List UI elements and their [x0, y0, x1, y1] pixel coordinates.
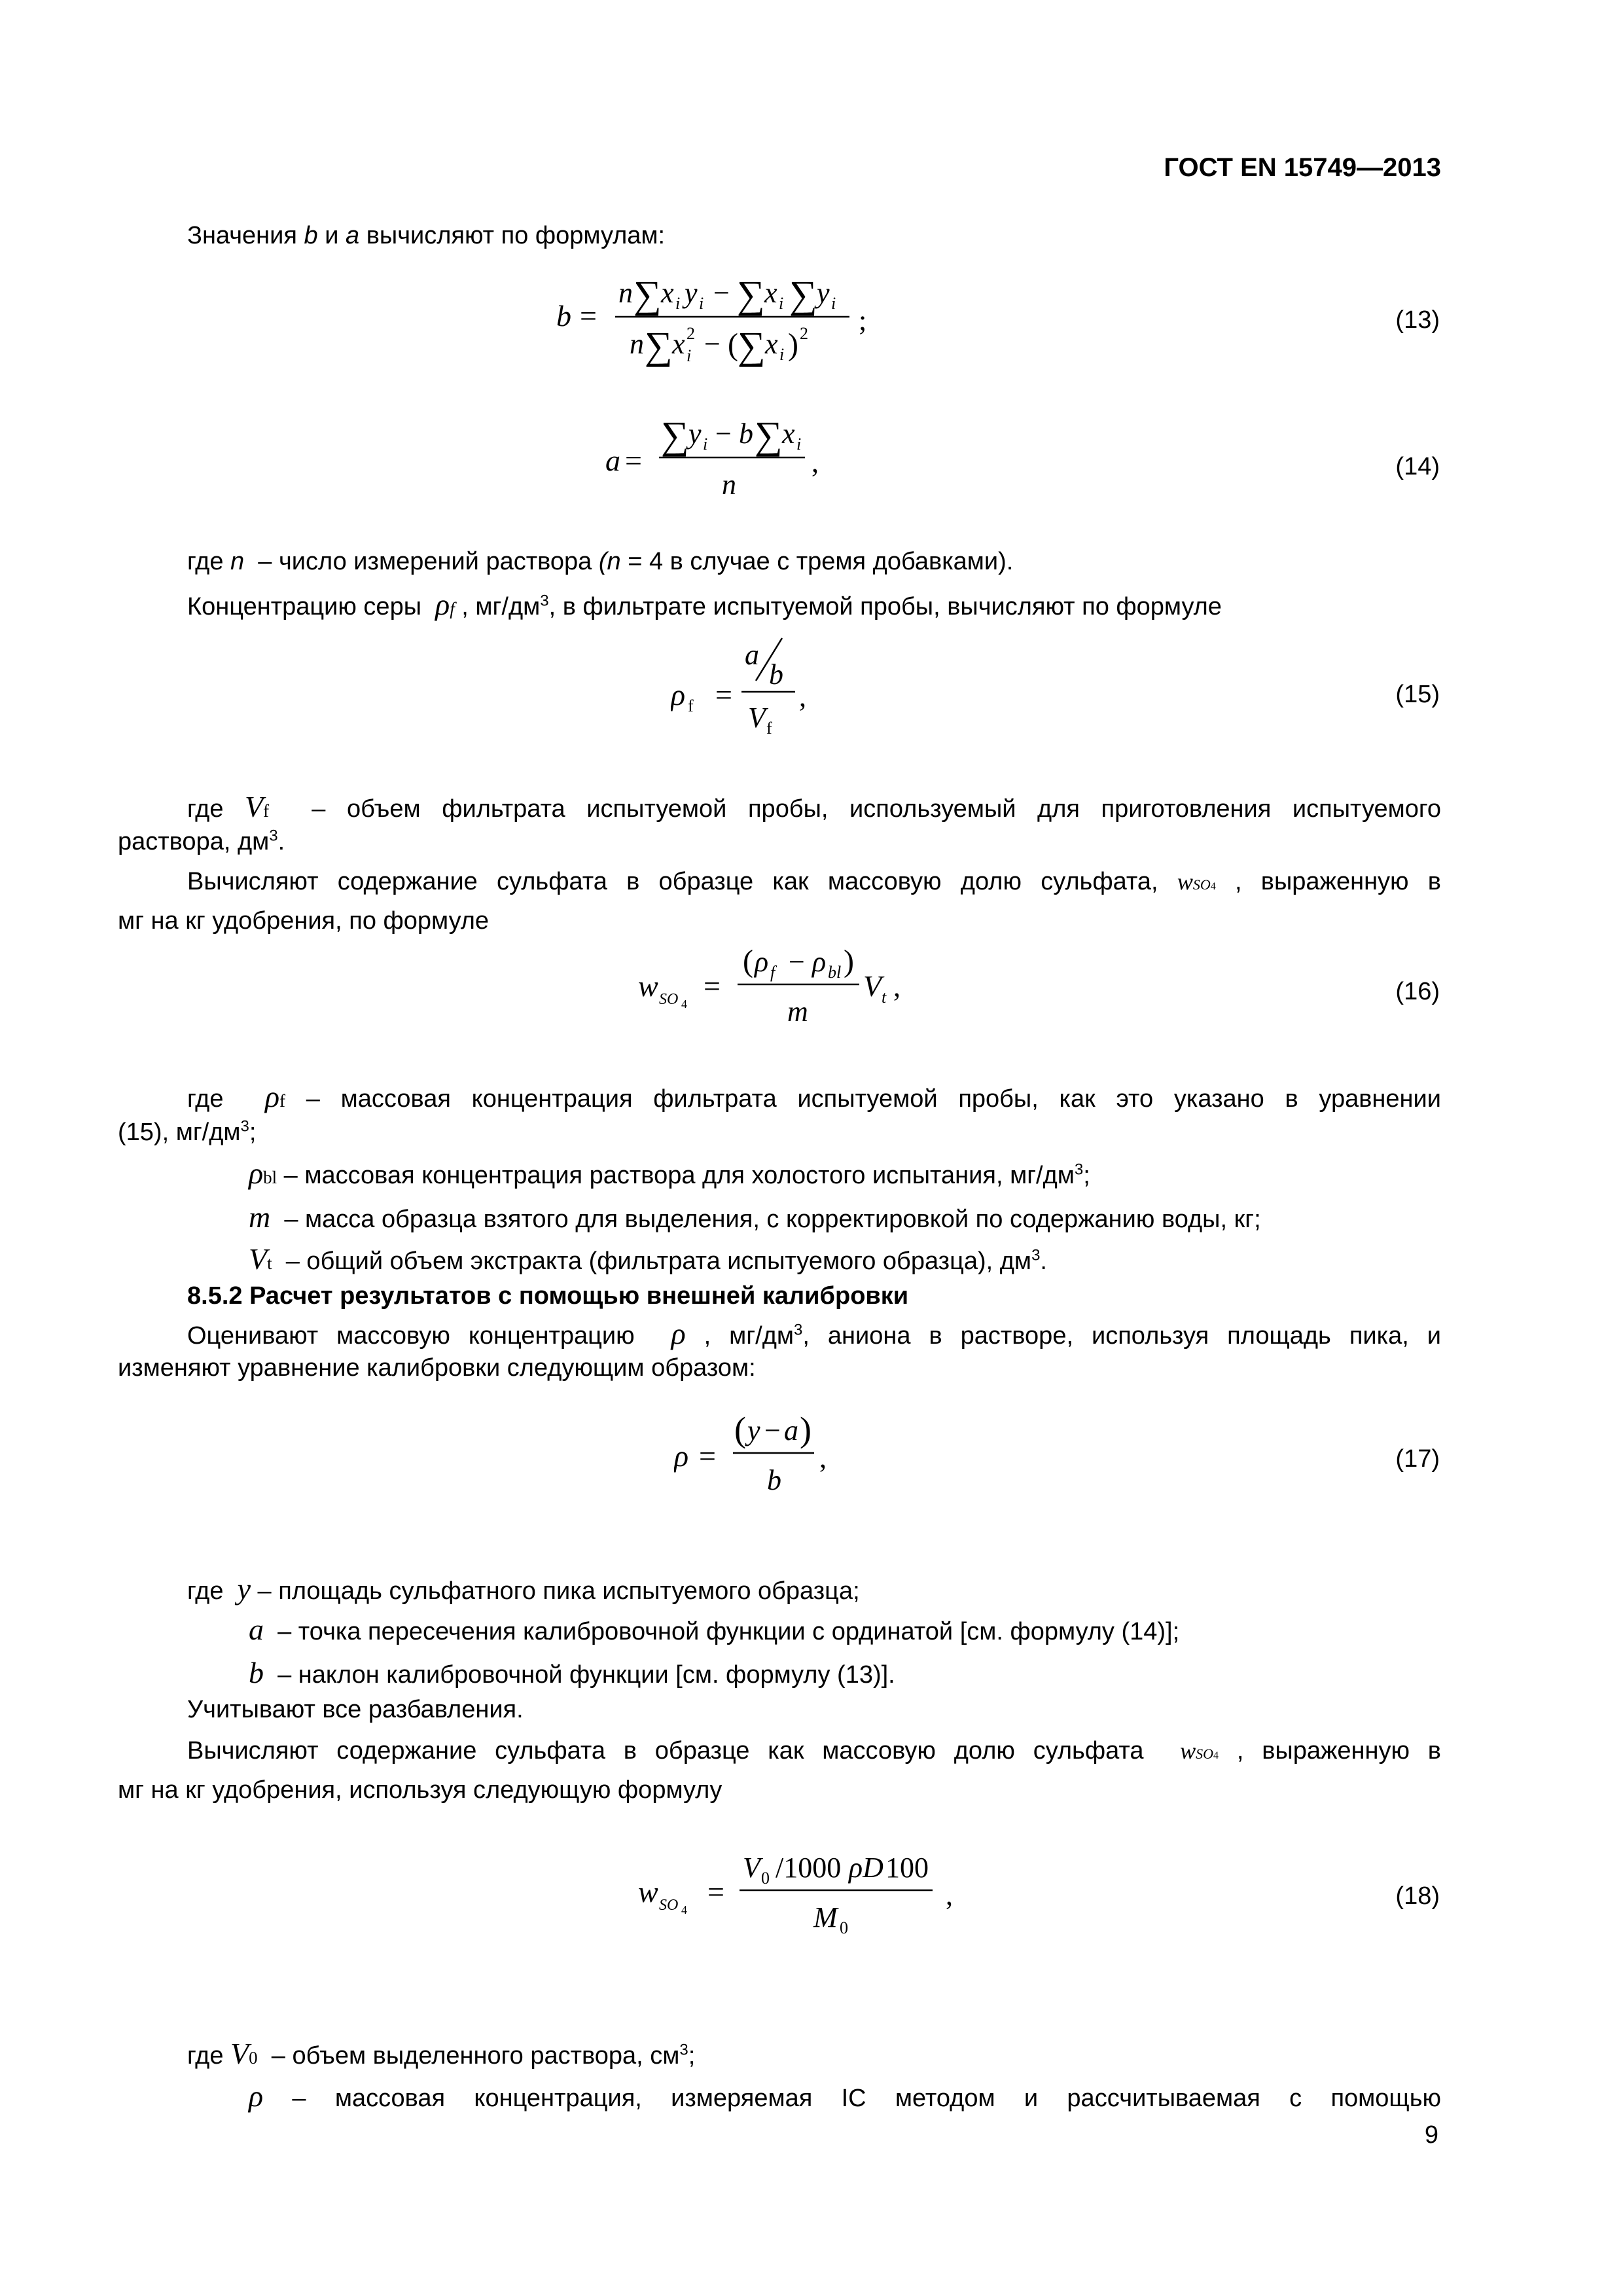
- svg-text:b: b: [767, 1464, 781, 1496]
- estimate-text-2: изменяют уравнение калибровки следующим образом:: [118, 1354, 756, 1382]
- def-rho-bl-text: ρbl – массовая концентрация раствора для холостого испытания, $мг/дм^3$;: [249, 1157, 1090, 1190]
- equation-number-13: (13): [1395, 306, 1440, 334]
- equation-number-14: (14): [1395, 453, 1440, 480]
- svg-text:b: b: [739, 418, 753, 450]
- def-vt-text: Vt – общий объем экстракта (фильтрата испытуемого образца), $дм^3$.: [249, 1242, 1047, 1276]
- svg-text:f: f: [770, 963, 776, 982]
- def-rho-line: [249, 2078, 1441, 2114]
- where-rho-f-text-2: (15), $мг/дм^3$;: [118, 1117, 257, 1146]
- where-rho-f-text-1: где ρf – массовая концентрация фильтрата испытуемой пробы, как это указано в уравнении: [187, 1080, 1441, 1113]
- def-b-line: [249, 1655, 895, 1691]
- svg-text:): ): [788, 327, 798, 362]
- svg-text:∑: ∑: [661, 414, 689, 457]
- svg-text:ρ: ρ: [671, 678, 686, 711]
- where-y-text: где y – площадь сульфатного пика испытуемого образца;: [187, 1572, 860, 1605]
- svg-text:2: 2: [687, 324, 695, 343]
- svg-text:x: x: [764, 277, 777, 309]
- svg-text:y: y: [817, 277, 830, 309]
- svg-text:b: b: [556, 299, 571, 332]
- svg-text:a: a: [605, 444, 620, 477]
- svg-text:=: =: [707, 1875, 724, 1909]
- svg-text:∑: ∑: [633, 273, 662, 316]
- svg-text:i: i: [796, 435, 802, 454]
- svg-text:i: i: [675, 294, 681, 313]
- svg-text:w: w: [638, 969, 658, 1003]
- def-a-line: [249, 1611, 1179, 1647]
- calc-sulfate2-line-2: [118, 1776, 722, 1806]
- section-heading: 8.5.2 Расчет результатов с помощью внешней калибровки: [187, 1282, 909, 1310]
- calc-sulfate2-text-1: Вычисляют содержание сульфата в образце как массовую долю сульфата wSO4 , выраженную в: [187, 1737, 1441, 1765]
- where-n-text: где n – число измерений раствора (n = 4 в случае с тремя добавками).: [187, 548, 1014, 575]
- svg-text:ρ: ρ: [812, 946, 827, 978]
- where-vf-line-2: [118, 827, 285, 857]
- svg-text:n: n: [630, 328, 644, 360]
- svg-text:n: n: [722, 469, 736, 501]
- svg-text:−: −: [715, 418, 732, 450]
- svg-text:∑: ∑: [755, 414, 783, 457]
- svg-text:,: ,: [799, 681, 806, 713]
- svg-text:ρ: ρ: [755, 946, 769, 978]
- svg-text:n: n: [618, 277, 633, 309]
- svg-text:V: V: [748, 702, 766, 734]
- svg-text:w: w: [638, 1875, 658, 1909]
- svg-text:V: V: [743, 1852, 760, 1884]
- def-b-text: b – наклон калибровочной функции [см. формулу (13)].: [249, 1656, 895, 1689]
- svg-text:): ): [844, 944, 854, 978]
- svg-text:bl: bl: [828, 963, 842, 982]
- svg-text:b: b: [769, 658, 783, 691]
- svg-text:=: =: [580, 299, 597, 332]
- svg-text:a: a: [745, 639, 759, 671]
- svg-text:i: i: [779, 294, 784, 313]
- calc-sulfate-line-2: [118, 906, 489, 937]
- dilutions-line: Учитывают все разбавления.: [187, 1696, 524, 1723]
- svg-text:∑: ∑: [789, 273, 817, 316]
- where-vf-line-1: [187, 789, 1441, 825]
- svg-text:0: 0: [761, 1869, 770, 1888]
- formula-14: [605, 409, 880, 514]
- where-n-line: [187, 547, 1013, 577]
- svg-text:=: =: [715, 678, 732, 711]
- page-number: 9: [1424, 2121, 1438, 2149]
- where-v0-line: [187, 2036, 695, 2072]
- svg-text:i: i: [699, 294, 704, 313]
- svg-text:ρ: ρ: [674, 1439, 689, 1473]
- svg-text:x: x: [782, 418, 795, 450]
- svg-text:(: (: [734, 1410, 746, 1449]
- svg-text:f: f: [766, 719, 772, 738]
- calc-sulfate2-line-1: [187, 1736, 1441, 1767]
- intro-line: [187, 221, 665, 251]
- svg-text:i: i: [831, 294, 836, 313]
- svg-text:,: ,: [946, 1879, 953, 1911]
- equation-number-18: (18): [1395, 1882, 1440, 1910]
- svg-text:x: x: [765, 328, 778, 360]
- svg-text:f: f: [688, 696, 694, 715]
- def-rho-text: ρ – массовая концентрация, измеряемая IC методом и рассчитываемая с помощью: [249, 2079, 1441, 2113]
- where-vf-text-2: раствора, $дм^3$.: [118, 827, 285, 855]
- svg-text:,: ,: [819, 1442, 827, 1474]
- svg-text:0: 0: [840, 1918, 848, 1937]
- calc-sulfate-line-1: [187, 867, 1441, 897]
- svg-text:i: i: [703, 435, 708, 454]
- svg-text:x: x: [661, 277, 674, 309]
- svg-text:ρD: ρD: [849, 1852, 883, 1884]
- svg-text:2: 2: [800, 324, 808, 343]
- svg-text:x: x: [672, 328, 685, 360]
- conc-sulfur-text: Концентрацию серы ρf , $мг/дм^3$, в фильтрате испытуемой пробы, вычисляют по формуле: [187, 588, 1222, 621]
- def-vt-line: [249, 1241, 1047, 1277]
- formula-15: [671, 632, 880, 749]
- svg-text:,: ,: [893, 971, 901, 1003]
- svg-text:i: i: [779, 345, 785, 364]
- equation-number-17: (17): [1395, 1445, 1440, 1473]
- svg-text:∑: ∑: [737, 273, 765, 316]
- svg-text:−: −: [764, 1414, 781, 1446]
- def-m-text: m – масса образца взятого для выделения, с корректировкой по содержанию воды, кг;: [249, 1200, 1261, 1234]
- svg-text:y: y: [685, 277, 698, 309]
- svg-text:V: V: [863, 969, 882, 1003]
- def-m-line: [249, 1199, 1261, 1235]
- svg-text:i: i: [687, 346, 692, 365]
- svg-text:(: (: [728, 327, 738, 362]
- where-rho-f-line-2: [118, 1117, 256, 1147]
- svg-text:−: −: [713, 277, 730, 309]
- svg-text:a: a: [784, 1414, 798, 1446]
- svg-text:100: 100: [885, 1852, 929, 1884]
- calc-sulfate2-text-2: мг на кг удобрения, используя следующую формулу: [118, 1776, 722, 1804]
- svg-text:y: y: [688, 418, 702, 450]
- estimate-line-2: [118, 1354, 756, 1384]
- formula-18: [638, 1839, 978, 1950]
- intro-text: Значения b и a вычисляют по формулам:: [187, 222, 666, 249]
- svg-text:∑: ∑: [738, 324, 766, 367]
- svg-text:=: =: [699, 1439, 716, 1473]
- where-vf-text-1: где Vf – объем фильтрата испытуемой пробы, используемый для приготовления испытуемого: [187, 790, 1441, 823]
- svg-text:t: t: [882, 988, 887, 1007]
- estimate-line-1: [187, 1316, 1441, 1352]
- def-rho-bl-line: [249, 1155, 1090, 1191]
- svg-text:/1000: /1000: [776, 1852, 842, 1884]
- formula-16: [638, 936, 939, 1047]
- svg-text:M: M: [813, 1901, 838, 1933]
- svg-text:−: −: [789, 946, 805, 978]
- formula-13: [556, 262, 923, 393]
- svg-text:y: y: [747, 1414, 760, 1446]
- formula-17: [674, 1401, 883, 1512]
- equation-number-16: (16): [1395, 978, 1440, 1005]
- svg-text:4: 4: [681, 997, 687, 1011]
- svg-text:;: ;: [859, 304, 867, 336]
- estimate-text-1: Оценивают массовую концентрацию ρ , $мг/дм^3$, аниона в растворе, используя площадь пика, и: [187, 1317, 1441, 1350]
- where-y-line: [187, 1571, 860, 1607]
- svg-text:∑: ∑: [645, 324, 673, 367]
- equation-number-15: (15): [1395, 681, 1440, 708]
- svg-text:): ): [800, 1410, 812, 1449]
- calc-sulfate-text-1: Вычисляют содержание сульфата в образце как массовую долю сульфата, wSO4 , выраженную в: [187, 868, 1441, 895]
- calc-sulfate-text-2: мг на кг удобрения, по формуле: [118, 907, 490, 935]
- svg-text:=: =: [704, 969, 721, 1003]
- conc-sulfur-line: [187, 586, 1222, 622]
- where-v0-text: где V0 – объем выделенного раствора, $см^3$;: [187, 2037, 696, 2070]
- svg-text:−: −: [704, 328, 721, 360]
- svg-text:4: 4: [681, 1903, 687, 1916]
- standard-code: ГОСТ EN 15749—2013: [1164, 153, 1441, 182]
- svg-text:(: (: [743, 944, 753, 978]
- svg-text:=: =: [625, 444, 642, 477]
- def-a-text: a – точка пересечения калибровочной функции с ординатой [см. формулу (14)];: [249, 1613, 1180, 1646]
- svg-text:SO: SO: [659, 991, 679, 1008]
- svg-text:SO: SO: [659, 1897, 679, 1914]
- where-rho-f-line-1: [187, 1079, 1441, 1115]
- svg-text:m: m: [787, 996, 808, 1028]
- svg-text:,: ,: [812, 446, 819, 478]
